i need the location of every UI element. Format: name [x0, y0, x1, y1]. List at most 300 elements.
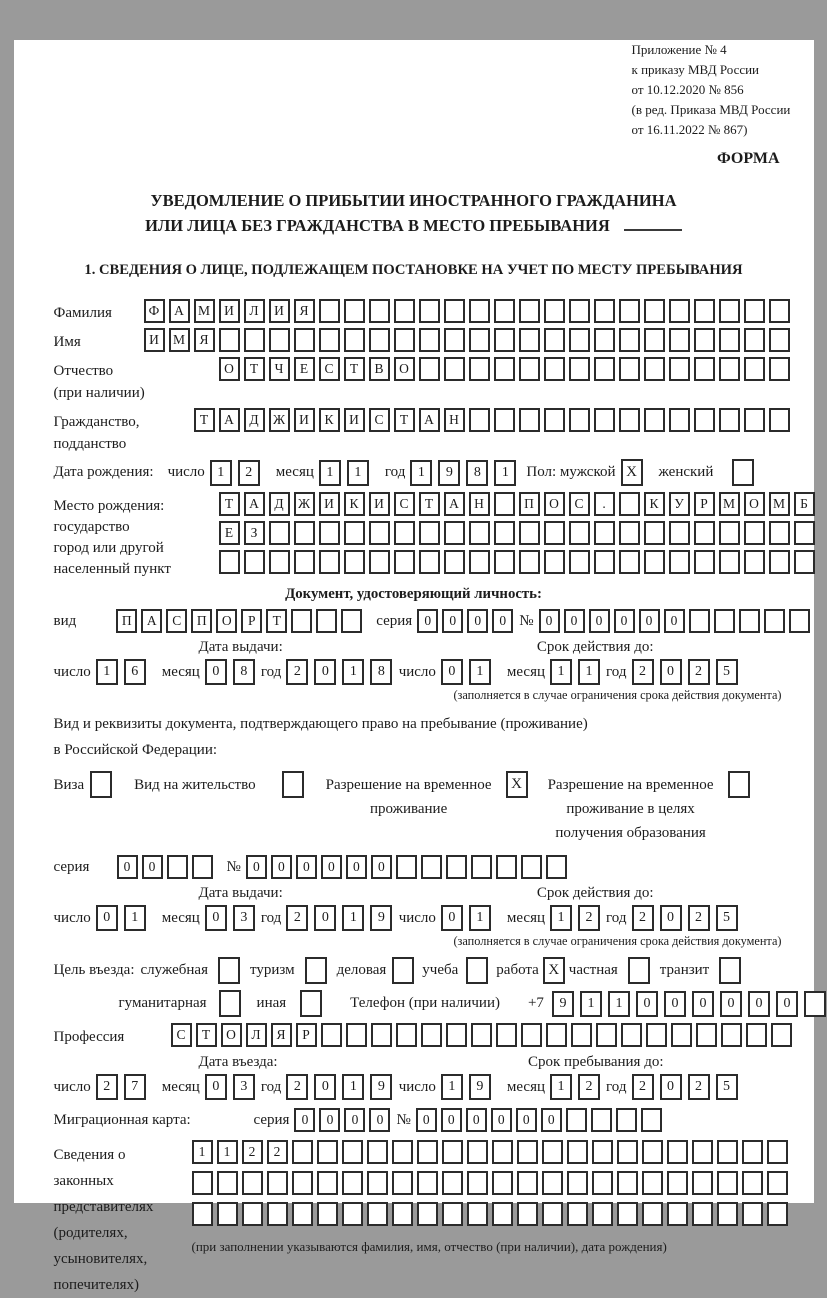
- char-cell[interactable]: [394, 521, 415, 545]
- char-cell[interactable]: И: [269, 299, 290, 323]
- birth-place-cells-row2[interactable]: [219, 521, 819, 545]
- char-cell[interactable]: [317, 1202, 338, 1226]
- char-cell[interactable]: [619, 550, 640, 574]
- char-cell[interactable]: 1: [494, 460, 516, 486]
- char-cell[interactable]: [219, 328, 240, 352]
- char-cell[interactable]: 2: [267, 1140, 288, 1164]
- char-cell[interactable]: [719, 521, 740, 545]
- char-cell[interactable]: [544, 521, 565, 545]
- char-cell[interactable]: 9: [370, 1074, 392, 1100]
- char-cell[interactable]: [669, 299, 690, 323]
- char-cell[interactable]: [692, 1171, 713, 1195]
- char-cell[interactable]: [694, 328, 715, 352]
- char-cell[interactable]: [642, 1202, 663, 1226]
- char-cell[interactable]: [619, 492, 640, 516]
- char-cell[interactable]: Н: [444, 408, 465, 432]
- char-cell[interactable]: [369, 328, 390, 352]
- char-cell[interactable]: 0: [614, 609, 635, 633]
- char-cell[interactable]: 0: [636, 991, 658, 1017]
- char-cell[interactable]: 5: [716, 659, 738, 685]
- char-cell[interactable]: [392, 1171, 413, 1195]
- checkbox-cell[interactable]: X: [543, 957, 565, 984]
- char-cell[interactable]: [294, 328, 315, 352]
- char-cell[interactable]: [742, 1202, 763, 1226]
- char-cell[interactable]: [617, 1140, 638, 1164]
- checkbox-cell[interactable]: [300, 990, 322, 1017]
- char-cell[interactable]: [494, 521, 515, 545]
- char-cell[interactable]: [721, 1023, 742, 1047]
- char-cell[interactable]: [804, 991, 826, 1017]
- char-cell[interactable]: 0: [692, 991, 714, 1017]
- char-cell[interactable]: И: [344, 408, 365, 432]
- char-cell[interactable]: [294, 550, 315, 574]
- char-cell[interactable]: [417, 1171, 438, 1195]
- char-cell[interactable]: [569, 357, 590, 381]
- char-cell[interactable]: 1: [469, 905, 491, 931]
- char-cell[interactable]: 1: [347, 460, 369, 486]
- char-cell[interactable]: [344, 550, 365, 574]
- char-cell[interactable]: [669, 328, 690, 352]
- char-cell[interactable]: [744, 550, 765, 574]
- resid-expiry-month-cells[interactable]: [550, 905, 606, 931]
- char-cell[interactable]: [714, 609, 735, 633]
- char-cell[interactable]: 0: [371, 855, 392, 879]
- birth-year-cells[interactable]: [410, 460, 522, 486]
- char-cell[interactable]: [794, 550, 815, 574]
- char-cell[interactable]: 1: [192, 1140, 213, 1164]
- char-cell[interactable]: [769, 357, 790, 381]
- sex-male-checkbox[interactable]: [621, 459, 643, 486]
- char-cell[interactable]: [769, 521, 790, 545]
- char-cell[interactable]: А: [244, 492, 265, 516]
- resid-number-cells[interactable]: [246, 855, 571, 879]
- char-cell[interactable]: 0: [271, 855, 292, 879]
- char-cell[interactable]: Ф: [144, 299, 165, 323]
- char-cell[interactable]: [544, 357, 565, 381]
- char-cell[interactable]: [291, 609, 312, 633]
- char-cell[interactable]: 1: [580, 991, 602, 1017]
- char-cell[interactable]: 0: [369, 1108, 390, 1132]
- char-cell[interactable]: Б: [794, 492, 815, 516]
- char-cell[interactable]: [444, 328, 465, 352]
- expiry-day-cells[interactable]: [441, 659, 497, 685]
- char-cell[interactable]: 0: [442, 609, 463, 633]
- char-cell[interactable]: [767, 1140, 788, 1164]
- resid-issue-month-cells[interactable]: [205, 905, 261, 931]
- char-cell[interactable]: Е: [294, 357, 315, 381]
- char-cell[interactable]: [667, 1202, 688, 1226]
- char-cell[interactable]: [744, 408, 765, 432]
- until-month-cells[interactable]: [550, 1074, 606, 1100]
- char-cell[interactable]: [694, 357, 715, 381]
- char-cell[interactable]: [542, 1140, 563, 1164]
- char-cell[interactable]: 3: [233, 905, 255, 931]
- char-cell[interactable]: Д: [269, 492, 290, 516]
- checkbox-cell[interactable]: X: [506, 771, 528, 798]
- char-cell[interactable]: [319, 521, 340, 545]
- char-cell[interactable]: 0: [205, 1074, 227, 1100]
- char-cell[interactable]: [344, 299, 365, 323]
- checkbox-cell[interactable]: X: [621, 459, 643, 486]
- char-cell[interactable]: [267, 1202, 288, 1226]
- char-cell[interactable]: О: [394, 357, 415, 381]
- char-cell[interactable]: [519, 550, 540, 574]
- char-cell[interactable]: Ж: [294, 492, 315, 516]
- char-cell[interactable]: 0: [314, 659, 336, 685]
- char-cell[interactable]: 1: [342, 905, 364, 931]
- char-cell[interactable]: [739, 609, 760, 633]
- char-cell[interactable]: [342, 1171, 363, 1195]
- char-cell[interactable]: 0: [541, 1108, 562, 1132]
- char-cell[interactable]: [319, 299, 340, 323]
- char-cell[interactable]: [269, 521, 290, 545]
- char-cell[interactable]: [421, 1023, 442, 1047]
- char-cell[interactable]: [492, 1202, 513, 1226]
- char-cell[interactable]: О: [219, 357, 240, 381]
- char-cell[interactable]: [342, 1140, 363, 1164]
- char-cell[interactable]: [442, 1171, 463, 1195]
- char-cell[interactable]: В: [369, 357, 390, 381]
- char-cell[interactable]: [346, 1023, 367, 1047]
- char-cell[interactable]: И: [369, 492, 390, 516]
- id-doc-number-cells[interactable]: [539, 609, 814, 633]
- char-cell[interactable]: [717, 1202, 738, 1226]
- char-cell[interactable]: Я: [271, 1023, 292, 1047]
- char-cell[interactable]: 1: [469, 659, 491, 685]
- char-cell[interactable]: [644, 357, 665, 381]
- char-cell[interactable]: 1: [217, 1140, 238, 1164]
- edu-permit-checkbox[interactable]: [728, 771, 750, 798]
- patronymic-cells[interactable]: [219, 357, 794, 381]
- migration-number-cells[interactable]: [416, 1108, 666, 1132]
- char-cell[interactable]: А: [141, 609, 162, 633]
- char-cell[interactable]: [494, 299, 515, 323]
- issue-month-cells[interactable]: [205, 659, 261, 685]
- char-cell[interactable]: 0: [564, 609, 585, 633]
- char-cell[interactable]: [592, 1140, 613, 1164]
- char-cell[interactable]: [444, 299, 465, 323]
- char-cell[interactable]: 1: [550, 1074, 572, 1100]
- char-cell[interactable]: [492, 1171, 513, 1195]
- char-cell[interactable]: [667, 1140, 688, 1164]
- char-cell[interactable]: [319, 550, 340, 574]
- char-cell[interactable]: [596, 1023, 617, 1047]
- resid-series-cells[interactable]: [117, 855, 217, 879]
- char-cell[interactable]: К: [644, 492, 665, 516]
- char-cell[interactable]: [769, 550, 790, 574]
- char-cell[interactable]: [546, 855, 567, 879]
- char-cell[interactable]: [242, 1171, 263, 1195]
- char-cell[interactable]: 2: [286, 905, 308, 931]
- char-cell[interactable]: П: [519, 492, 540, 516]
- char-cell[interactable]: [269, 328, 290, 352]
- char-cell[interactable]: [442, 1202, 463, 1226]
- char-cell[interactable]: .: [594, 492, 615, 516]
- char-cell[interactable]: [546, 1023, 567, 1047]
- char-cell[interactable]: 7: [124, 1074, 146, 1100]
- char-cell[interactable]: О: [544, 492, 565, 516]
- until-year-cells[interactable]: [632, 1074, 744, 1100]
- char-cell[interactable]: [667, 1171, 688, 1195]
- residence-permit-checkbox[interactable]: [282, 771, 304, 798]
- id-doc-kind-cells[interactable]: [116, 609, 366, 633]
- migration-series-cells[interactable]: [294, 1108, 394, 1132]
- char-cell[interactable]: [242, 1202, 263, 1226]
- char-cell[interactable]: [544, 550, 565, 574]
- char-cell[interactable]: 2: [632, 905, 654, 931]
- char-cell[interactable]: [244, 550, 265, 574]
- char-cell[interactable]: Т: [266, 609, 287, 633]
- char-cell[interactable]: [467, 1202, 488, 1226]
- char-cell[interactable]: [341, 609, 362, 633]
- checkbox-cell[interactable]: [282, 771, 304, 798]
- temp-permit-checkbox[interactable]: [506, 771, 528, 798]
- char-cell[interactable]: [692, 1140, 713, 1164]
- char-cell[interactable]: [694, 299, 715, 323]
- id-doc-series-cells[interactable]: [417, 609, 517, 633]
- char-cell[interactable]: [594, 357, 615, 381]
- char-cell[interactable]: [619, 357, 640, 381]
- char-cell[interactable]: 0: [416, 1108, 437, 1132]
- char-cell[interactable]: [744, 328, 765, 352]
- purpose-private-checkbox[interactable]: [628, 957, 650, 984]
- char-cell[interactable]: 1: [319, 460, 341, 486]
- issue-year-cells[interactable]: [286, 659, 398, 685]
- char-cell[interactable]: Т: [196, 1023, 217, 1047]
- char-cell[interactable]: [764, 609, 785, 633]
- entry-year-cells[interactable]: [286, 1074, 398, 1100]
- char-cell[interactable]: [417, 1202, 438, 1226]
- char-cell[interactable]: [719, 408, 740, 432]
- char-cell[interactable]: Я: [294, 299, 315, 323]
- purpose-business-checkbox[interactable]: [218, 957, 240, 984]
- phone-cells[interactable]: [552, 991, 827, 1017]
- char-cell[interactable]: [342, 1202, 363, 1226]
- char-cell[interactable]: 9: [438, 460, 460, 486]
- char-cell[interactable]: [316, 609, 337, 633]
- char-cell[interactable]: 2: [688, 905, 710, 931]
- char-cell[interactable]: 0: [720, 991, 742, 1017]
- char-cell[interactable]: [192, 1202, 213, 1226]
- char-cell[interactable]: [569, 328, 590, 352]
- char-cell[interactable]: К: [319, 408, 340, 432]
- char-cell[interactable]: 2: [578, 1074, 600, 1100]
- char-cell[interactable]: О: [744, 492, 765, 516]
- char-cell[interactable]: С: [319, 357, 340, 381]
- char-cell[interactable]: 2: [688, 659, 710, 685]
- checkbox-cell[interactable]: [219, 990, 241, 1017]
- char-cell[interactable]: 5: [716, 905, 738, 931]
- char-cell[interactable]: [519, 357, 540, 381]
- char-cell[interactable]: [719, 328, 740, 352]
- char-cell[interactable]: [767, 1202, 788, 1226]
- char-cell[interactable]: У: [669, 492, 690, 516]
- char-cell[interactable]: И: [294, 408, 315, 432]
- char-cell[interactable]: И: [319, 492, 340, 516]
- char-cell[interactable]: [317, 1171, 338, 1195]
- char-cell[interactable]: [569, 550, 590, 574]
- char-cell[interactable]: [496, 1023, 517, 1047]
- char-cell[interactable]: Л: [244, 299, 265, 323]
- char-cell[interactable]: [569, 408, 590, 432]
- checkbox-cell[interactable]: [628, 957, 650, 984]
- char-cell[interactable]: 1: [96, 659, 118, 685]
- char-cell[interactable]: Р: [694, 492, 715, 516]
- checkbox-cell[interactable]: [305, 957, 327, 984]
- char-cell[interactable]: А: [219, 408, 240, 432]
- char-cell[interactable]: [646, 1023, 667, 1047]
- char-cell[interactable]: [496, 855, 517, 879]
- char-cell[interactable]: [567, 1202, 588, 1226]
- char-cell[interactable]: [396, 855, 417, 879]
- char-cell[interactable]: [642, 1140, 663, 1164]
- char-cell[interactable]: К: [344, 492, 365, 516]
- char-cell[interactable]: Р: [241, 609, 262, 633]
- char-cell[interactable]: [644, 550, 665, 574]
- char-cell[interactable]: О: [221, 1023, 242, 1047]
- char-cell[interactable]: [292, 1171, 313, 1195]
- char-cell[interactable]: [419, 328, 440, 352]
- char-cell[interactable]: [294, 521, 315, 545]
- char-cell[interactable]: 2: [286, 1074, 308, 1100]
- char-cell[interactable]: [494, 408, 515, 432]
- entry-day-cells[interactable]: [96, 1074, 152, 1100]
- char-cell[interactable]: [319, 328, 340, 352]
- char-cell[interactable]: 0: [441, 659, 463, 685]
- char-cell[interactable]: 0: [321, 855, 342, 879]
- char-cell[interactable]: 1: [410, 460, 432, 486]
- char-cell[interactable]: С: [569, 492, 590, 516]
- char-cell[interactable]: [217, 1171, 238, 1195]
- char-cell[interactable]: [619, 521, 640, 545]
- char-cell[interactable]: З: [244, 521, 265, 545]
- char-cell[interactable]: Т: [344, 357, 365, 381]
- char-cell[interactable]: [442, 1140, 463, 1164]
- checkbox-cell[interactable]: [90, 771, 112, 798]
- char-cell[interactable]: [521, 855, 542, 879]
- char-cell[interactable]: [217, 1202, 238, 1226]
- char-cell[interactable]: 9: [370, 905, 392, 931]
- char-cell[interactable]: [669, 357, 690, 381]
- char-cell[interactable]: [644, 299, 665, 323]
- char-cell[interactable]: [719, 550, 740, 574]
- char-cell[interactable]: Ж: [269, 408, 290, 432]
- char-cell[interactable]: [267, 1171, 288, 1195]
- checkbox-cell[interactable]: [466, 957, 488, 984]
- char-cell[interactable]: [744, 299, 765, 323]
- char-cell[interactable]: [167, 855, 188, 879]
- char-cell[interactable]: [367, 1202, 388, 1226]
- char-cell[interactable]: Я: [194, 328, 215, 352]
- char-cell[interactable]: Т: [219, 492, 240, 516]
- char-cell[interactable]: [367, 1171, 388, 1195]
- char-cell[interactable]: [394, 328, 415, 352]
- char-cell[interactable]: 0: [748, 991, 770, 1017]
- char-cell[interactable]: 0: [314, 905, 336, 931]
- char-cell[interactable]: [417, 1140, 438, 1164]
- char-cell[interactable]: Е: [219, 521, 240, 545]
- char-cell[interactable]: [419, 550, 440, 574]
- issue-day-cells[interactable]: [96, 659, 152, 685]
- purpose-study-checkbox[interactable]: [466, 957, 488, 984]
- char-cell[interactable]: М: [719, 492, 740, 516]
- char-cell[interactable]: [694, 550, 715, 574]
- representatives-cells-row1[interactable]: [192, 1140, 792, 1164]
- char-cell[interactable]: М: [194, 299, 215, 323]
- char-cell[interactable]: М: [169, 328, 190, 352]
- char-cell[interactable]: [594, 299, 615, 323]
- char-cell[interactable]: [769, 328, 790, 352]
- char-cell[interactable]: [717, 1140, 738, 1164]
- char-cell[interactable]: [594, 328, 615, 352]
- char-cell[interactable]: [617, 1171, 638, 1195]
- char-cell[interactable]: [544, 408, 565, 432]
- char-cell[interactable]: 0: [294, 1108, 315, 1132]
- profession-cells[interactable]: [171, 1023, 796, 1047]
- char-cell[interactable]: [494, 492, 515, 516]
- char-cell[interactable]: [369, 550, 390, 574]
- firstname-cells[interactable]: [144, 328, 794, 352]
- char-cell[interactable]: 8: [466, 460, 488, 486]
- checkbox-cell[interactable]: [732, 459, 754, 486]
- char-cell[interactable]: [519, 328, 540, 352]
- char-cell[interactable]: 2: [286, 659, 308, 685]
- char-cell[interactable]: [794, 521, 815, 545]
- char-cell[interactable]: О: [216, 609, 237, 633]
- char-cell[interactable]: [717, 1171, 738, 1195]
- char-cell[interactable]: Л: [246, 1023, 267, 1047]
- char-cell[interactable]: 0: [142, 855, 163, 879]
- purpose-commercial-checkbox[interactable]: [392, 957, 414, 984]
- char-cell[interactable]: [542, 1171, 563, 1195]
- char-cell[interactable]: А: [444, 492, 465, 516]
- char-cell[interactable]: [369, 299, 390, 323]
- char-cell[interactable]: [594, 408, 615, 432]
- expiry-year-cells[interactable]: [632, 659, 744, 685]
- char-cell[interactable]: [419, 299, 440, 323]
- purpose-other-checkbox[interactable]: [300, 990, 322, 1017]
- char-cell[interactable]: [569, 521, 590, 545]
- char-cell[interactable]: [569, 299, 590, 323]
- char-cell[interactable]: П: [191, 609, 212, 633]
- char-cell[interactable]: 0: [205, 905, 227, 931]
- char-cell[interactable]: [321, 1023, 342, 1047]
- char-cell[interactable]: 0: [492, 609, 513, 633]
- char-cell[interactable]: А: [419, 408, 440, 432]
- char-cell[interactable]: 0: [417, 609, 438, 633]
- char-cell[interactable]: [492, 1140, 513, 1164]
- char-cell[interactable]: [394, 299, 415, 323]
- char-cell[interactable]: [392, 1202, 413, 1226]
- char-cell[interactable]: 2: [96, 1074, 118, 1100]
- purpose-work-checkbox[interactable]: [543, 957, 565, 984]
- char-cell[interactable]: [244, 328, 265, 352]
- char-cell[interactable]: 1: [342, 1074, 364, 1100]
- char-cell[interactable]: 0: [344, 1108, 365, 1132]
- char-cell[interactable]: [696, 1023, 717, 1047]
- char-cell[interactable]: 1: [441, 1074, 463, 1100]
- char-cell[interactable]: [292, 1202, 313, 1226]
- char-cell[interactable]: [344, 521, 365, 545]
- char-cell[interactable]: М: [769, 492, 790, 516]
- char-cell[interactable]: [471, 855, 492, 879]
- char-cell[interactable]: [419, 357, 440, 381]
- char-cell[interactable]: [591, 1108, 612, 1132]
- char-cell[interactable]: [192, 1171, 213, 1195]
- char-cell[interactable]: 0: [319, 1108, 340, 1132]
- char-cell[interactable]: Н: [469, 492, 490, 516]
- char-cell[interactable]: [642, 1171, 663, 1195]
